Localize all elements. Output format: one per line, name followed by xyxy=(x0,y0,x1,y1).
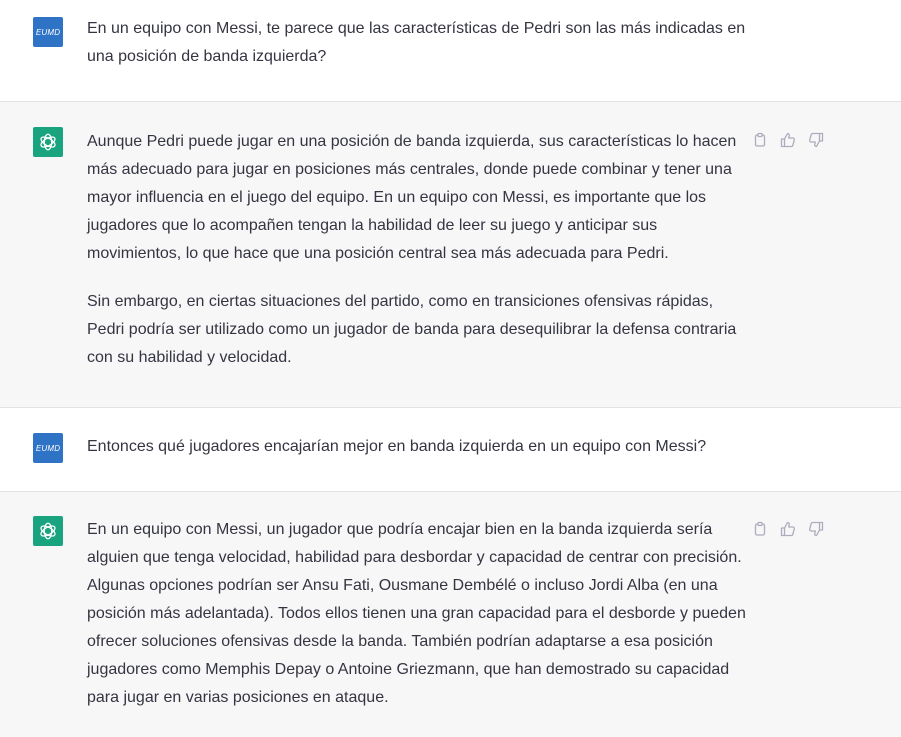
copy-icon xyxy=(752,521,768,537)
copy-icon xyxy=(752,132,768,148)
message-actions xyxy=(752,521,824,537)
openai-logo-icon xyxy=(37,520,59,542)
assistant-message xyxy=(0,101,901,408)
message-text xyxy=(87,128,747,372)
assistant-avatar xyxy=(33,127,63,157)
thumbs-up-icon xyxy=(780,521,796,537)
user-avatar-label: EUMD xyxy=(35,443,61,453)
message-paragraph: En un equipo con Messi, te parece que las características de Pedri son las más indicadas en una posición de banda izquierda? xyxy=(87,20,746,65)
user-avatar-label: EUMD xyxy=(35,27,61,37)
message-paragraph: Sin embargo, en ciertas situaciones del partido, como en transiciones ofensivas rápidas, Pedri podría ser utilizado como un jugador de banda para desequilibrar la defensa contraria con su habilidad y velocidad. xyxy=(87,293,737,366)
copy-button[interactable] xyxy=(752,132,768,148)
user-message xyxy=(0,408,901,491)
message-paragraph: Aunque Pedri puede jugar en una posición de banda izquierda, sus características lo hacen más adecuado para jugar en posiciones más centrales, donde puede combinar y tener una mayor influencia en el juego del equipo. En un equipo con Messi, es importante que los jugadores que lo acompañen tengan la habilidad de leer su juego y anticipar sus movimientos, lo que hace que una posición central sea más adecuada para Pedri. xyxy=(87,133,737,262)
assistant-avatar xyxy=(33,516,63,546)
message-text xyxy=(87,516,747,712)
message-actions xyxy=(752,132,824,148)
openai-logo-icon xyxy=(37,131,59,153)
thumbs-up-button[interactable] xyxy=(780,521,796,537)
user-avatar xyxy=(33,433,63,463)
user-avatar xyxy=(33,17,63,47)
message-paragraph: Entonces qué jugadores encajarían mejor en banda izquierda en un equipo con Messi? xyxy=(87,438,707,455)
message-text xyxy=(87,15,747,71)
user-message xyxy=(0,0,901,101)
thumbs-down-button[interactable] xyxy=(808,521,824,537)
thumbs-up-icon xyxy=(780,132,796,148)
thumbs-down-icon xyxy=(808,521,824,537)
message-paragraph: En un equipo con Messi, un jugador que podría encajar bien en la banda izquierda sería alguien que tenga velocidad, habilidad para desbordar y capacidad de centrar con precisión. Algunas opciones podrían ser Ansu Fati, Ousmane Dembélé o incluso Jordi Alba (en una posición más adelantada). Todos ellos tienen una gran capacidad para el desborde y pueden ofrecer soluciones ofensivas desde la banda. También podrían adaptarse a esa posición jugadores como Memphis Depay o Antoine Griezmann, que han demostrado su capacidad para jugar en varias posiciones en ataque. xyxy=(87,521,746,706)
assistant-message xyxy=(0,491,901,737)
thumbs-down-icon xyxy=(808,132,824,148)
thumbs-down-button[interactable] xyxy=(808,132,824,148)
message-text xyxy=(87,433,747,461)
copy-button[interactable] xyxy=(752,521,768,537)
thumbs-up-button[interactable] xyxy=(780,132,796,148)
